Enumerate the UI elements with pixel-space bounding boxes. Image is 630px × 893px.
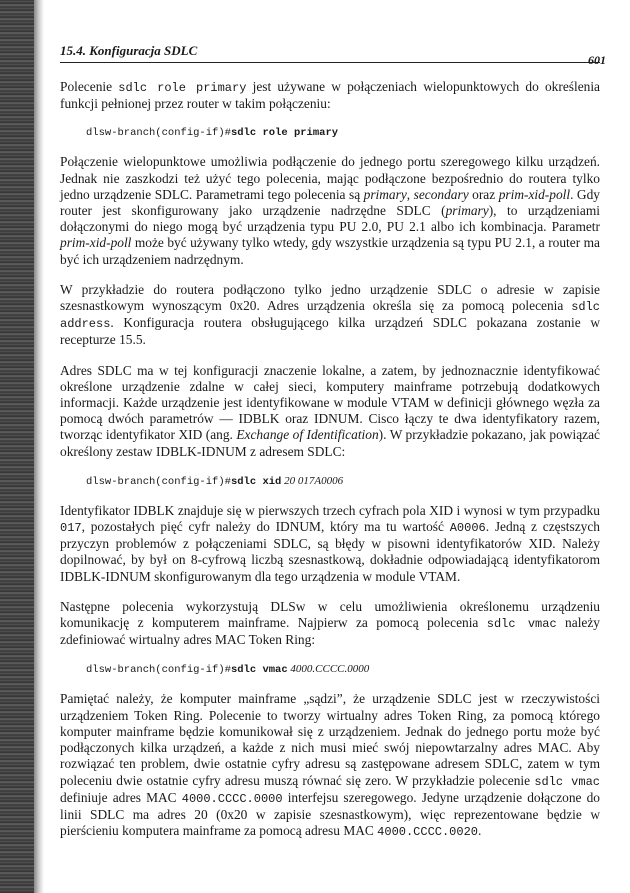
section-title: 15.4. Konfiguracja SDLC: [60, 43, 198, 58]
page-gutter: [34, 0, 44, 893]
cli-command: sdlc xid: [230, 475, 282, 488]
paragraph-4: Adres SDLC ma w tej konfiguracji znaczenie lokalne, a zatem, by jednoznacznie identyfikować określone urządzenie zdalne w całej sieci, komputery mainframe potrzebują dodatkowych informacji. Każde urządzenie jest identyfikowane w module VTAM w definicji głównego węzła za pomocą dwóch parametrów — IDBLK oraz IDNUM. Cisco łączy te dwa identyfikatory razem, tworząc identyfikator XID (ang. Exchange of Identification). W przykładzie pokazano, jak powiązać określony zestaw IDBLK-IDNUM z adresem SDLC:: [60, 362, 600, 459]
book-binding-shadow: [0, 0, 34, 893]
paragraph-2: Połączenie wielopunktowe umożliwia podłączenie do jednego portu szeregowego kilku urządzeń. Jednak nie zaszkodzi też użyć tego polecenia, mając podłączone bezpośrednio do routera tylko jedno urządzenie SDLC. Parametrami tego polecenia są primary, secondary oraz prim-xid-poll. Gdy router jest skonfigurowany jako urządzenie nadrzędne SDLC (primary), to urządzeniami dołączonymi do niego mogą być urządzenia typu PU 2.0, PU 2.1 albo ich kombinacja. Parametr prim-xid-poll może być używany tylko wtedy, gdy wszystkie urządzenia są typu PU 2.1, a router ma być ich urządzeniem nadrzędnym.: [60, 154, 600, 267]
page-number: 601: [588, 53, 606, 67]
code-block-3: [86, 662, 600, 677]
page-body: [60, 79, 600, 840]
cli-arguments: 4000.CCCC.0000: [287, 663, 370, 676]
paragraph-6: Następne polecenia wykorzystują DLSw w celu umożliwienia określonemu urządzeniu komunikację z komputerem mainframe. Najpierw za pomocą polecenia sdlc vmac należy zdefiniować wirtualny adres MAC Token Ring:: [60, 598, 601, 648]
book-page: [60, 38, 606, 854]
cli-command: sdlc vmac: [230, 664, 288, 677]
code-block-2: [86, 474, 600, 489]
paragraph-3: W przykładzie do routera podłączono tylko jedno urządzenie SDLC o adresie w zapisie szesnastkowym wynoszącym 0x20. Adres urządzenia określa się za pomocą polecenia sdlc address. Konfiguracja routera obsługującego kilka urządzeń SDLC pokazana zostanie w recepturze 15.5.: [60, 281, 600, 348]
inline-command: sdlc address: [60, 300, 600, 332]
cli-prompt: dlsw-branch(config-if)#: [86, 475, 231, 488]
cli-prompt: dlsw-branch(config-if)#: [86, 127, 231, 140]
cli-prompt: dlsw-branch(config-if)#: [86, 664, 231, 677]
inline-command: sdlc vmac: [486, 617, 557, 632]
code-block-1: [86, 126, 600, 140]
paragraph-5: Identyfikator IDBLK znajduje się w pierwszych trzech cyfrach pola XID i wynosi w tym przypadku 017, pozostałych pięć cyfr należy do IDNUM, który ma tu wartość A0006. Jedną z częstszych przyczyn problemów z połączeniami SDLC, są błędy w pisowni identyfikatorów XID. Należy dopilnować, by był on 8-cyfrową liczbą szesnastkową, dokładnie odpowiadającą identyfikatorom IDBLK-IDNUM skonfigurowanym dla tego urządzenia w module VTAM.: [60, 502, 600, 584]
paragraph-1: Polecenie sdlc role primary jest używane w połączeniach wielopunktowych do określenia funkcji pełnionej przez router w takim połączeniu:: [60, 79, 600, 112]
cli-command: sdlc role primary: [230, 127, 339, 140]
running-header: [60, 38, 606, 67]
cli-arguments: 20 017A0006: [281, 474, 344, 487]
inline-command: sdlc role primary: [118, 81, 247, 95]
paragraph-7: Pamiętać należy, że komputer mainframe „sądzi”, że urządzenie SDLC jest w rzeczywistości urządzeniem Token Ring. Polecenie to tworzy wirtualny adres Token Ring, za pomocą którego komputer mainframe będzie komunikował się z urządzeniem. Jednak do jednego portu może być podłączonych kilka urządzeń, a każde z nich musi mieć swój niepowtarzalny adres MAC. Aby rozwiązać ten problem, dwie ostatnie cyfry adresu są zastępowane adresem SDLC, zatem w tym poleceniu dwie ostatnie cyfry adresu muszą równać się zero. W przykładzie polecenie sdlc vmac definiuje adres MAC 4000.CCCC.0000 interfejsu szeregowego. Jedyne urządzenie dołączone do linii SDLC ma adres 20 (0x20 w zapisie szesnastkowym), więc reprezentowane będzie w pierścieniu komputera mainframe za pomocą adresu MAC 4000.CCCC.0020.: [60, 691, 600, 840]
